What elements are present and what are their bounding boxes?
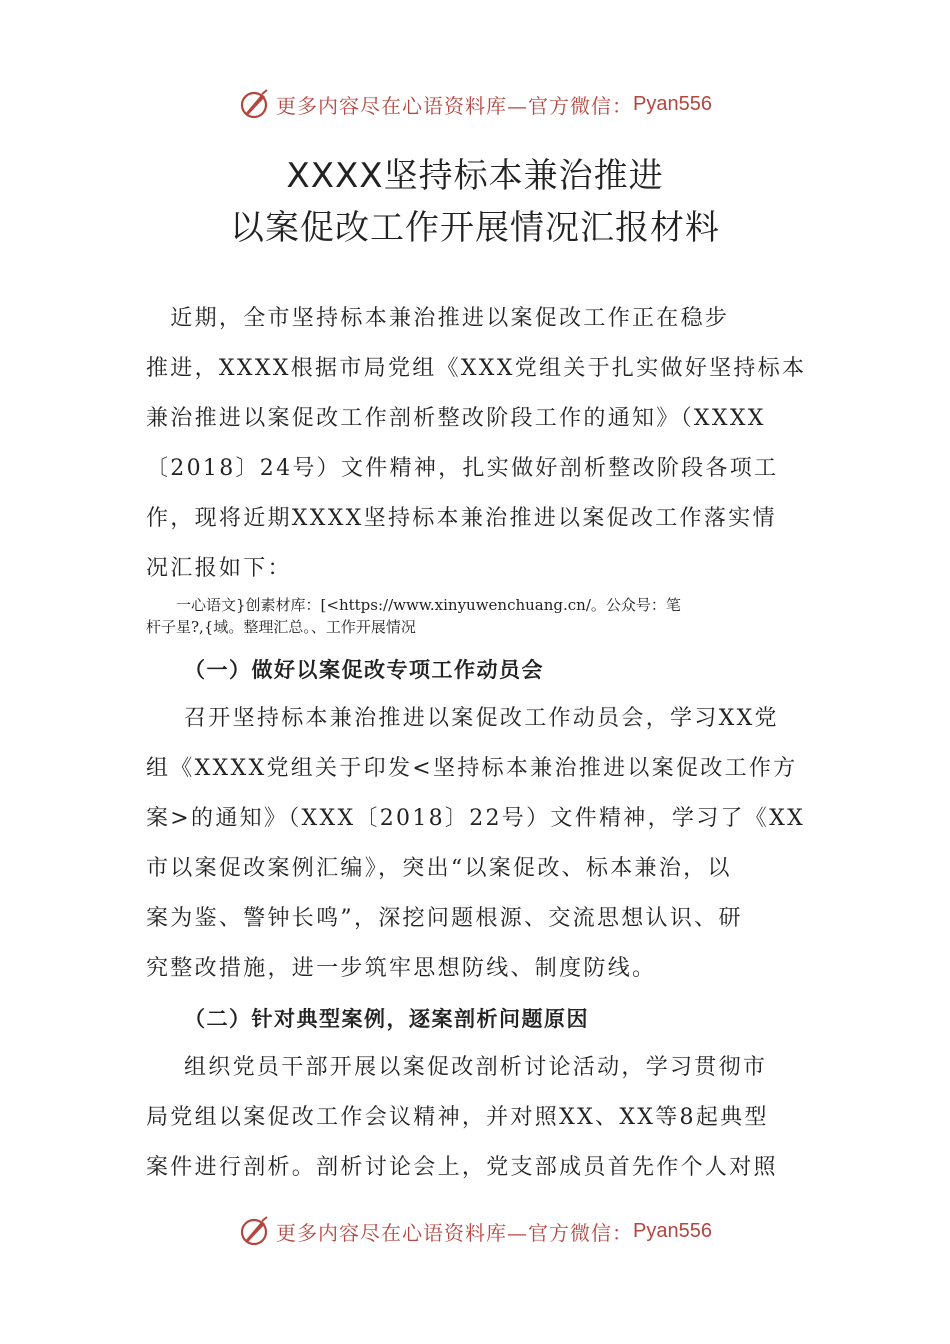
watermark-banner-bottom [0,1211,950,1251]
intro-paragraph [146,294,808,594]
watermark-wechat-id: Pyan556 [633,92,712,115]
watermark-text: 更多内容尽在心语资料库—官方微信： [276,1220,634,1245]
quill-pen-circle-icon [238,1215,270,1247]
document-title-line-1: XXXX坚持标本兼治推进 [286,156,664,196]
section-1-paragraph [146,694,808,994]
text-line: 组《XXXX党组关于印发<坚持标本兼治推进以案促改工作方 [146,756,798,781]
text-line: 况汇报如下： [146,556,292,581]
section-2-paragraph [146,1043,808,1193]
note-line: 杆子星?,{域。整理汇总。、工作开展情况 [146,618,416,636]
text-line: 案件进行剖析。剖析讨论会上，党支部成员首先作个人对照 [146,1155,778,1180]
text-line: 〔2018〕24号）文件精神，扎实做好剖析整改阶段各项工 [146,456,779,481]
quill-pen-circle-icon [238,88,270,120]
source-note [146,594,808,638]
watermark-text: 更多内容尽在心语资料库—官方微信： [276,93,634,118]
text-line: 兼治推进以案促改工作剖析整改阶段工作的通知》（XXXX [146,406,766,431]
document-title-line-2: 以案促改工作开展情况汇报材料 [230,208,720,248]
section-heading-1: （一）做好以案促改专项工作动员会 [184,658,544,682]
watermark-banner-top [0,84,950,124]
text-line: 推进，XXXX根据市局党组《XXX党组关于扎实做好坚持标本 [146,356,807,381]
text-line: 近期，全市坚持标本兼治推进以案促改工作正在稳步 [146,306,730,331]
text-line: 案>的通知》（XXX〔2018〕22号）文件精神，学习了《XX [146,806,806,831]
text-line: 市以案促改案例汇编》，突出“以案促改、标本兼治，以 [146,856,732,881]
text-line: 案为鉴、警钟长鸣”，深挖问题根源、交流思想认识、研 [146,906,743,931]
text-line: 召开坚持标本兼治推进以案促改工作动员会，学习XX党 [184,706,779,731]
text-line: 局党组以案促改工作会议精神，并对照XX、XX等8起典型 [146,1105,769,1130]
text-line: 究整改措施，进一步筑牢思想防线、制度防线。 [146,956,657,981]
text-line: 组织党员干部开展以案促改剖析讨论活动，学习贯彻市 [184,1055,768,1080]
text-line: 作，现将近期XXXX坚持标本兼治推进以案促改工作落实情 [146,506,777,531]
note-line: 一心语文}创素材库：[<https://www.xinyuwenchuang.cn/。公众号：笔 [146,596,681,614]
section-heading-2: （二）针对典型案例，逐案剖析问题原因 [184,1007,589,1031]
watermark-wechat-id: Pyan556 [633,1219,712,1242]
